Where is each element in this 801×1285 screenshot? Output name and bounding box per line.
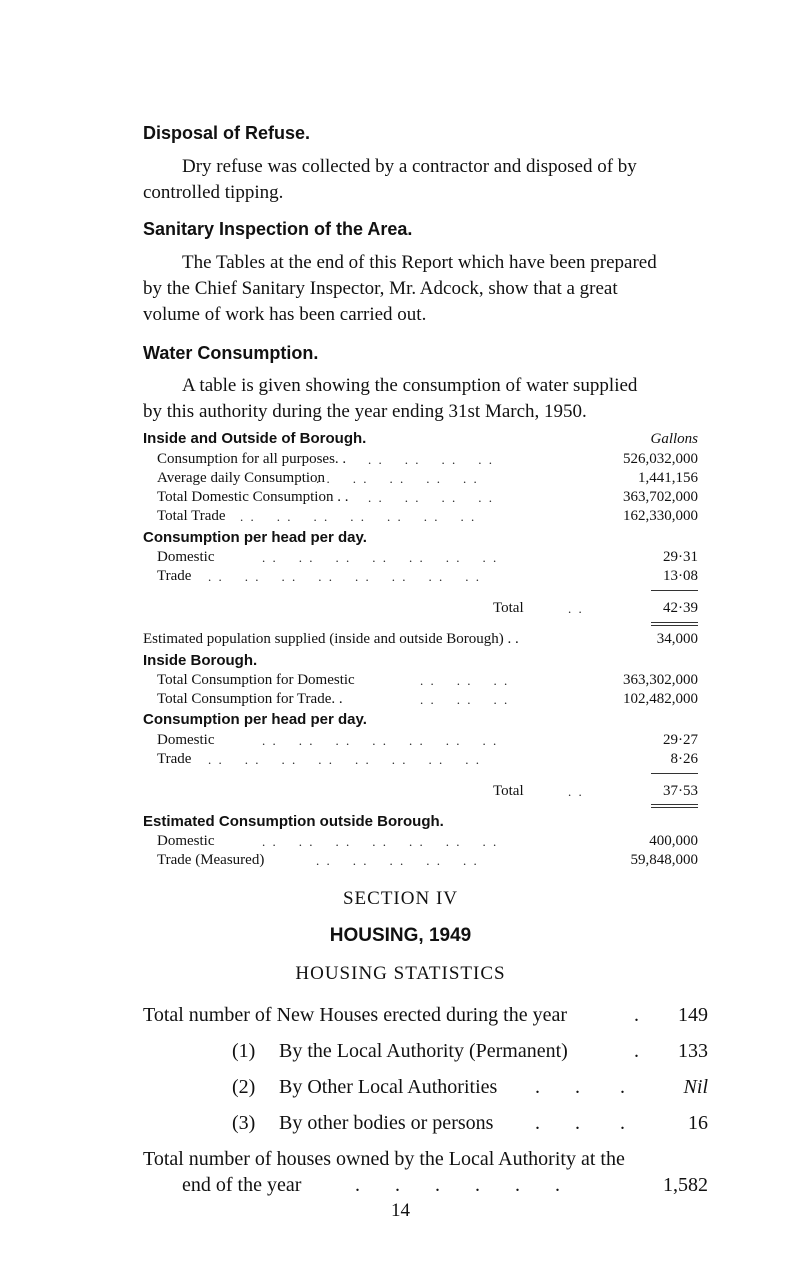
- row-label: Total Consumption for Trade. .: [157, 691, 343, 707]
- item-value: 16: [688, 1112, 708, 1134]
- item-value: 133: [678, 1040, 708, 1062]
- page-number: 14: [391, 1200, 410, 1221]
- section-title: SECTION IV: [342, 888, 459, 909]
- total-double-rule: [651, 622, 698, 626]
- housing-statistics-heading: HOUSING STATISTICS: [295, 963, 506, 984]
- dot-leader: . . . . . .: [420, 673, 510, 688]
- outside-heading: Estimated Consumption outside Borough.: [143, 813, 444, 830]
- dot-leader: . . . . . . . . . . . . . . . .: [208, 569, 481, 584]
- gallons-unit: Gallons: [650, 431, 698, 447]
- houses-owned-value: 1,582: [663, 1174, 708, 1196]
- total-label: Total: [493, 600, 524, 616]
- dot-leader: . . . . . . . .: [368, 452, 494, 467]
- dot-leader: . . . . . . . . . . . . . .: [240, 509, 477, 524]
- row-value: 102,482,000: [623, 691, 698, 707]
- item-number: (2): [232, 1076, 256, 1098]
- item-value: Nil: [683, 1076, 708, 1098]
- row-value: 8·26: [670, 751, 698, 767]
- row-value: 13·08: [663, 568, 698, 584]
- item-label: By the Local Authority (Permanent): [279, 1040, 568, 1062]
- disposal-heading: Disposal of Refuse.: [143, 123, 311, 143]
- item-label: By Other Local Authorities: [279, 1076, 498, 1098]
- dot-leader: . . . . . . . . . .: [316, 853, 479, 868]
- dot-leader: . . . . . . . . . . . . . .: [262, 733, 499, 748]
- dot-leader: . . . . . . . . . . . . . . . .: [208, 752, 481, 767]
- item-label: By other bodies or persons: [279, 1112, 494, 1134]
- water-line-1: A table is given showing the consumption of water supplied: [182, 375, 638, 396]
- row-value: 162,330,000: [623, 508, 698, 524]
- population-value: 34,000: [656, 631, 698, 647]
- inside-outside-heading: Inside and Outside of Borough.: [143, 430, 367, 447]
- sanitary-line-2: by the Chief Sanitary Inspector, Mr. Adcock, show that a great: [143, 278, 618, 299]
- sum-rule: [651, 590, 698, 591]
- total-new-houses-label: Total number of New Houses erected during the year: [143, 1004, 568, 1026]
- dot-leader: . . .: [535, 1076, 625, 1098]
- sanitary-line-3: volume of work has been carried out.: [143, 304, 427, 325]
- dot-leader: . . . . . . . . . . . . . .: [262, 550, 499, 565]
- population-label: Estimated population supplied (inside and outside Borough) . .: [143, 631, 519, 647]
- dot-leader: . . . . . . . .: [368, 490, 494, 505]
- total-new-houses-value: 149: [678, 1004, 708, 1026]
- row-value: 400,000: [649, 833, 698, 849]
- row-value: 59,848,000: [630, 852, 698, 868]
- houses-owned-label-line-1: Total number of houses owned by the Local Authority at the: [143, 1148, 625, 1170]
- dot-leader: .: [634, 1040, 639, 1062]
- dot-leader: . .: [568, 784, 584, 799]
- housing-heading: HOUSING, 1949: [329, 925, 472, 946]
- per-head-heading: Consumption per head per day.: [143, 711, 367, 728]
- dot-leader: . . . . . .: [355, 1174, 560, 1196]
- row-label: Domestic: [157, 549, 215, 565]
- sum-rule: [651, 773, 698, 774]
- per-head-heading: Consumption per head per day.: [143, 529, 367, 546]
- total-value: 42·39: [663, 600, 698, 616]
- row-value: 29·31: [663, 549, 698, 565]
- row-label: Total Domestic Consumption . .: [157, 489, 349, 505]
- item-number: (3): [232, 1112, 256, 1134]
- row-value: 526,032,000: [623, 451, 698, 467]
- row-value: 29·27: [663, 732, 698, 748]
- row-label: Average daily Consumption: [157, 470, 326, 486]
- dot-leader: . . . . . .: [420, 692, 510, 707]
- water-line-2: by this authority during the year ending 31st March, 1950.: [143, 401, 587, 422]
- row-label: Domestic: [157, 833, 215, 849]
- row-label: Trade: [157, 568, 192, 584]
- item-number: (1): [232, 1040, 256, 1062]
- row-value: 363,702,000: [623, 489, 698, 505]
- disposal-line-2: controlled tipping.: [143, 182, 284, 203]
- houses-owned-label-line-2: end of the year: [182, 1174, 302, 1196]
- inside-heading: Inside Borough.: [143, 652, 258, 669]
- disposal-line-1: Dry refuse was collected by a contractor and disposed of by: [182, 156, 637, 177]
- row-label: Consumption for all purposes. .: [157, 451, 347, 467]
- sanitary-heading: Sanitary Inspection of the Area.: [143, 219, 413, 239]
- dot-leader: . . .: [535, 1112, 625, 1134]
- row-label: Domestic: [157, 732, 215, 748]
- water-heading: Water Consumption.: [143, 343, 319, 363]
- row-label: Trade: [157, 751, 192, 767]
- row-value: 363,302,000: [623, 672, 698, 688]
- sanitary-line-1: The Tables at the end of this Report which have been prepared: [182, 252, 657, 273]
- total-value: 37·53: [663, 783, 698, 799]
- row-label: Total Consumption for Domestic: [157, 672, 355, 688]
- row-label: Trade (Measured): [157, 852, 265, 868]
- row-label: Total Trade: [157, 508, 226, 524]
- dot-leader: . . . . . . . . . . . . . .: [262, 834, 499, 849]
- total-double-rule: [651, 804, 698, 808]
- total-label: Total: [493, 783, 524, 799]
- dot-leader: . . . . . . . . . .: [316, 471, 479, 486]
- dot-leader: . .: [568, 601, 584, 616]
- dot-leader: .: [634, 1004, 639, 1026]
- row-value: 1,441,156: [638, 470, 698, 486]
